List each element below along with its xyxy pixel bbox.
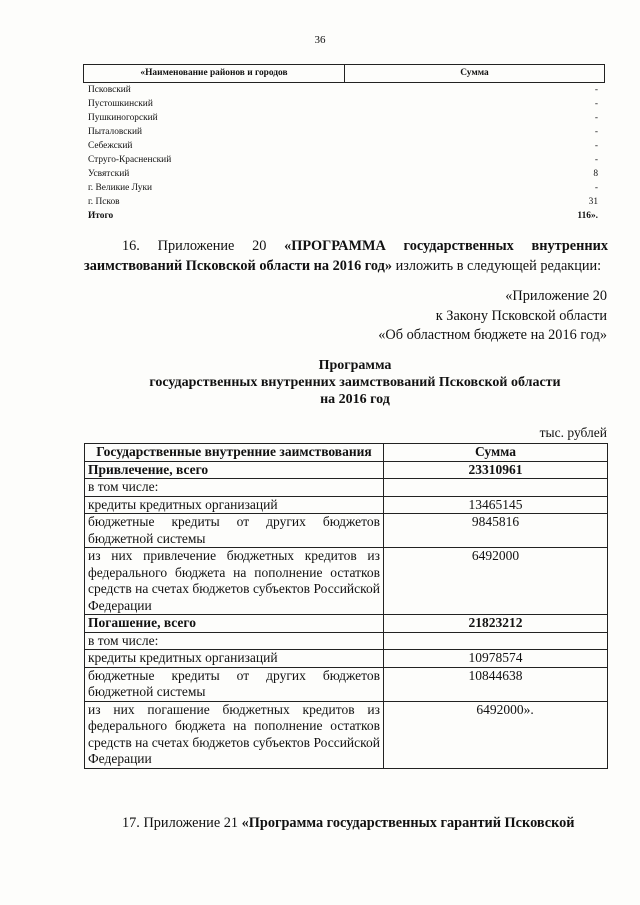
table-row [85,514,608,548]
row-name: бюджетные кредиты от других бюджетов бюджетной системы [85,667,384,701]
district-name: Усвятский [88,169,130,179]
district-name: Пушкиногорский [88,113,158,123]
table-row [83,181,605,195]
table-row [83,195,605,209]
appendix-ref-line2: к Закону Псковской области [435,307,607,324]
district-name: Пыталовский [88,127,143,137]
paragraph-16-start: 16. Приложение 20 [122,238,285,254]
program-title [0,357,640,408]
row-name: из них погашение бюджетных кредитов из федерального бюджета на пополнение остатков средств на счетах бюджетов субъектов Российской Федерации [85,701,384,768]
appendix-ref-line3: «Об областном бюджете на 2016 год» [378,327,607,343]
table-row [85,650,608,668]
table-row [85,632,608,650]
table-row [83,97,605,111]
district-name: Пустошкинский [88,99,153,109]
program-title-line1: Программа [318,358,392,373]
table-row [85,461,608,479]
district-name: Струго-Красненский [88,155,172,165]
district-value: - [594,155,598,165]
header-sum: Сумма [384,444,608,462]
row-name: кредиты кредитных организаций [85,650,384,668]
districts-table [83,64,605,223]
row-value: 21823212 [384,615,608,633]
district-name: Себежский [88,141,133,151]
district-value: - [594,141,598,151]
districts-table-header [83,64,605,83]
row-name: Привлечение, всего [85,461,384,479]
table-row [83,83,605,97]
table-row [83,111,605,125]
table-row [83,139,605,153]
header-borrowings: Государственные внутренние заимствования [85,444,384,462]
district-value: - [594,85,598,95]
paragraph-16-end: изложить в следующей редакции: [392,258,602,274]
borrowings-table [84,443,608,769]
district-value: 31 [588,197,598,207]
total-label: Итого [88,211,114,221]
district-name: г. Великие Луки [88,183,153,193]
table-row [85,479,608,497]
row-name: бюджетные кредиты от других бюджетов бюджетной системы [85,514,384,548]
table-row [85,496,608,514]
paragraph-17 [84,813,608,833]
row-name: из них привлечение бюджетных кредитов из федерального бюджета на пополнение остатков средств на счетах бюджетов субъектов Российской Федерации [85,548,384,615]
header-district-name: «Наименование районов и городов [83,65,345,82]
program-title-line3: на 2016 год [320,392,390,407]
table-row [83,125,605,139]
row-value: 6492000». [384,701,608,768]
table-row [83,153,605,167]
header-sum: Сумма [345,65,605,82]
table-row [85,548,608,615]
district-value: - [594,113,598,123]
paragraph-16-bold: «ПРОГРАММА государственных внутренних заимствований Псковской области на 2016 год» [84,238,609,274]
row-name: в том числе: [85,632,384,650]
appendix-reference [378,287,607,346]
borrowings-table-header [85,444,608,462]
total-row [83,209,605,223]
table-row [85,701,608,768]
appendix-ref-line1: «Приложение 20 [505,288,607,304]
row-value [384,632,608,650]
row-name: в том числе: [85,479,384,497]
district-value: 8 [593,169,598,179]
district-value: - [594,127,598,137]
row-value: 6492000 [384,548,608,615]
total-value: 116». [577,211,598,221]
district-name: г. Псков [88,197,120,207]
row-value [384,479,608,497]
paragraph-16 [84,236,608,276]
page-number: 36 [314,34,326,46]
paragraph-17-start: 17. Приложение 21 [122,815,242,831]
row-name: Погашение, всего [85,615,384,633]
row-value: 9845816 [384,514,608,548]
district-name: Псковский [88,85,131,95]
row-value: 10844638 [384,667,608,701]
row-value: 23310961 [384,461,608,479]
table-row [83,167,605,181]
program-title-line2: государственных внутренних заимствований Псковской области [149,375,561,390]
district-value: - [594,183,598,193]
paragraph-17-bold: «Программа государственных гарантий Псковской [241,815,575,831]
row-value: 13465145 [384,496,608,514]
row-value: 10978574 [384,650,608,668]
units-label: тыс. рублей [539,425,607,440]
district-value: - [594,99,598,109]
table-row [85,667,608,701]
row-name: кредиты кредитных организаций [85,496,384,514]
table-row [85,615,608,633]
